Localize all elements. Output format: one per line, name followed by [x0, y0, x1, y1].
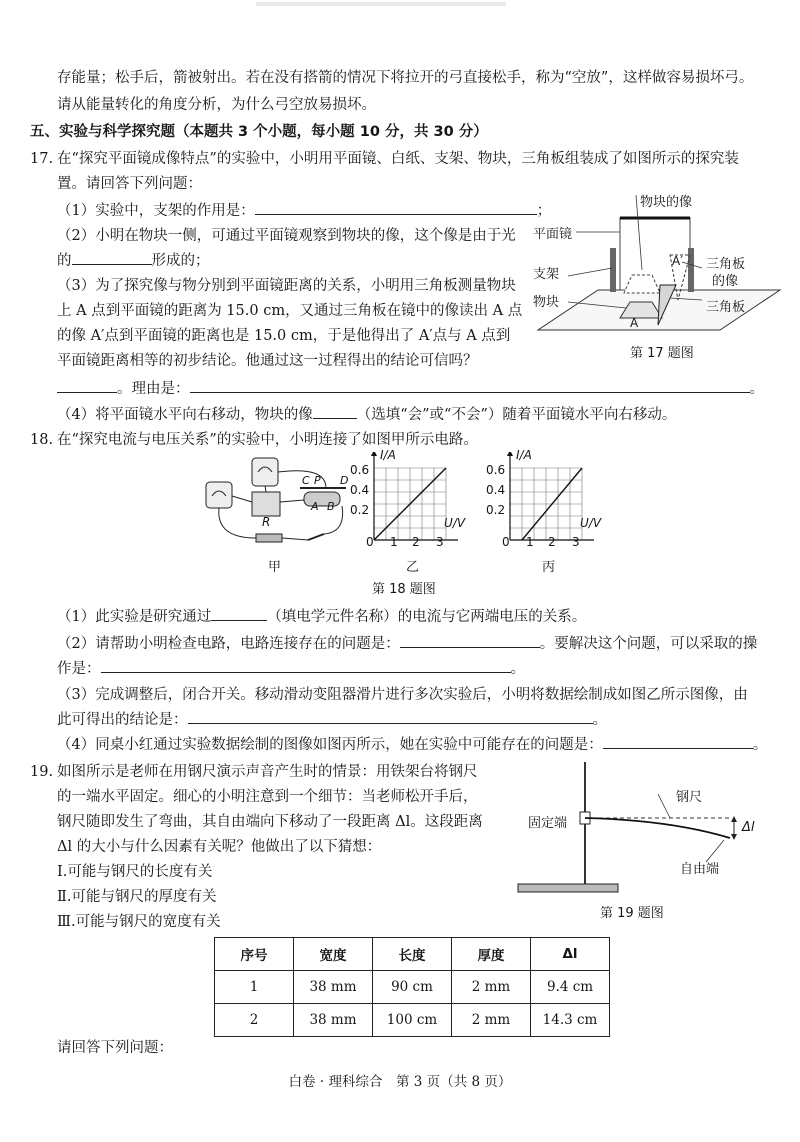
rheostat-coil — [304, 492, 340, 506]
circuit-label-c: C — [302, 474, 310, 487]
q17-part-3a: （3）为了探究像与物分别到平面镜距离的关系，小明用三角板测量物块 — [57, 278, 516, 294]
graph-yi-y-axis-arrow — [371, 452, 377, 456]
q18-part-3b-text: 此可得出的结论是： — [57, 712, 188, 728]
circuit-label-a: A — [311, 500, 319, 513]
voltmeter — [252, 458, 278, 486]
q17-part-3b: 上 A 点到平面镜的距离为 15.0 cm，又通过三角板在镜中的像读出 A 点 — [57, 303, 523, 319]
table-header-row — [215, 938, 610, 971]
graph-yi-caption: 乙 — [406, 560, 420, 575]
label-a-prime: A′ — [672, 254, 683, 268]
q17-stem-line-2: 置。请回答下列问题： — [57, 176, 202, 192]
graph-bing-xtick-2: 2 — [548, 535, 556, 549]
graph-yi-xtick-0: 0 — [366, 535, 374, 549]
graph-bing-ytick-02: 0.2 — [486, 503, 506, 517]
table-header-cell: 长度 — [373, 938, 452, 971]
q18-answer-blank-3[interactable] — [188, 709, 593, 724]
q17-answer-blank-4[interactable] — [313, 404, 357, 419]
q17-part-3d: 平面镜距离相等的初步结论。他通过这一过程得出的结论可信吗？ — [57, 353, 478, 369]
q18-answer-blank-1[interactable] — [211, 606, 267, 621]
graph-bing-xlabel: U/V — [580, 516, 602, 530]
circuit-label-p: P — [314, 474, 321, 487]
table-header-cell: 厚度 — [452, 938, 531, 971]
q18-part-1-text-b: （填电学元件名称）的电流与它两端电压的关系。 — [267, 609, 587, 625]
q18-part-3b-end: 。 — [592, 712, 607, 728]
q17-part-3e-text: 。理由是： — [117, 381, 190, 397]
table-header-cell: 宽度 — [294, 938, 373, 971]
graph-bing-y-axis-arrow — [507, 452, 513, 456]
q19-stem-line-2: 的一端水平固定。细心的小明注意到一个细节：当老师松开手后， — [57, 789, 478, 805]
q17-part-4 — [57, 404, 676, 425]
label-steel-ruler: 钢尺 — [676, 790, 703, 805]
table-cell: 38 mm — [294, 971, 373, 1004]
q18-answer-blank-4[interactable] — [603, 734, 753, 749]
q19-guess-1: Ⅰ.可能与钢尺的长度有关 — [57, 864, 213, 880]
graph-bing-xtick-3: 3 — [572, 535, 580, 549]
q17-part-4-text-b: （选填“会”或“不会”）随着平面镜水平向右移动。 — [356, 407, 677, 423]
q17-figure — [520, 190, 790, 360]
ammeter — [206, 482, 232, 508]
q17-number: 17. — [30, 151, 54, 167]
delta-l-arrow-up — [731, 816, 737, 822]
q17-part-2b-text: 的 — [57, 253, 72, 269]
graph-yi-xlabel: U/V — [444, 516, 466, 530]
q19-data-table — [214, 937, 610, 1037]
q17-part-1-text: （1）实验中，支架的作用是： — [57, 203, 255, 219]
graph-bing-ytick-06: 0.6 — [486, 463, 506, 477]
q18-part-1 — [57, 606, 586, 627]
table-header-cell: Δl — [531, 938, 610, 971]
circuit-caption: 甲 — [268, 560, 282, 575]
graph-bing-xtick-1: 1 — [526, 535, 534, 549]
graph-yi-ytick-02: 0.2 — [350, 503, 370, 517]
q18-part-2c-text: 作是： — [57, 661, 101, 677]
graph-bing-ylabel: I/A — [516, 448, 532, 462]
table-cell: 90 cm — [373, 971, 452, 1004]
block-image-shape — [624, 275, 660, 293]
table-cell: 2 — [215, 1004, 294, 1037]
label-a: A — [630, 316, 639, 330]
ruler-bent — [585, 818, 730, 838]
table-cell: 9.4 cm — [531, 971, 610, 1004]
iron-stand-base — [518, 884, 618, 892]
table-header-cell: 序号 — [215, 938, 294, 971]
q17-part-4-text-a: （4）将平面镜水平向右移动，物块的像 — [57, 407, 313, 423]
table-cell: 100 cm — [373, 1004, 452, 1037]
leader-ruler — [658, 794, 670, 818]
q17-part-3e — [57, 378, 764, 399]
delta-l-arrow-down — [731, 834, 737, 840]
q19-guess-3: Ⅲ.可能与钢尺的宽度有关 — [57, 914, 221, 930]
q18-answer-blank-2b[interactable] — [101, 658, 511, 673]
graph-yi-xtick-1: 1 — [390, 535, 398, 549]
q18-part-3a: （3）完成调整后，闭合开关。移动滑动变阻器滑片进行多次实验后，小明将数据绘制成如图乙所示图像，由 — [57, 687, 748, 703]
q19-guess-2: Ⅱ.可能与钢尺的厚度有关 — [57, 889, 217, 905]
q19-stem-line-1: 如图所示是老师在用钢尺演示声音产生时的情景：用铁架台将钢尺 — [57, 764, 478, 780]
q18-figure-caption: 第 18 题图 — [372, 582, 436, 597]
q18-part-4 — [57, 734, 767, 755]
q17-part-2a: （2）小明在物块一侧，可通过平面镜观察到物块的像，这个像是由于光 — [57, 228, 516, 244]
q19-after-table: 请回答下列问题： — [57, 1040, 173, 1056]
scan-artifact — [256, 2, 506, 6]
table-cell: 38 mm — [294, 1004, 373, 1037]
label-triangle: 三角板 — [706, 300, 746, 315]
table-cell: 1 — [215, 971, 294, 1004]
graph-yi-ytick-04: 0.4 — [350, 483, 370, 497]
graph-bing-caption: 丙 — [542, 560, 556, 575]
table-row — [215, 971, 610, 1004]
graph-bing-ytick-04: 0.4 — [486, 483, 506, 497]
label-plane-mirror: 平面镜 — [533, 227, 573, 242]
q18-answer-blank-2a[interactable] — [400, 633, 540, 648]
leader-stand — [568, 268, 612, 276]
graph-bing-xtick-0: 0 — [502, 535, 510, 549]
label-stand: 支架 — [533, 267, 560, 282]
intro-line-1: 存能量；松手后，箭被射出。若在没有搭箭的情况下将拉开的弓直接松手，称为“空放”，这样做容易损坏弓。 — [57, 70, 754, 86]
label-triangle-image-1: 三角板 — [706, 257, 746, 272]
q18-stem: 在“探究电流与电压关系”的实验中，小明连接了如图甲所示电路。 — [57, 432, 478, 448]
label-triangle-image-2: 的像 — [712, 274, 739, 289]
q17-figure-caption: 第 17 题图 — [630, 346, 694, 361]
q19-stem-line-3: 钢尺随即发生了弯曲，其自由端向下移动了一段距离 Δl。这段距离 — [57, 814, 483, 830]
q17-part-3e-end: 。 — [749, 381, 764, 397]
table-cell: 2 mm — [452, 971, 531, 1004]
q17-answer-blank-3a[interactable] — [57, 378, 117, 393]
q17-answer-blank-3b[interactable] — [190, 378, 750, 393]
q17-part-3c: 的像 A′点到平面镜的距离也是 15.0 cm，于是他得出了 A′点与 A 点到 — [57, 328, 511, 344]
resistor-box — [252, 492, 280, 516]
q18-part-2 — [57, 633, 757, 654]
q17-part-1 — [57, 200, 551, 221]
q19-stem-line-4: Δl 的大小与什么因素有关呢？他做出了以下猜想： — [57, 839, 382, 855]
q19-number: 19. — [30, 764, 54, 780]
label-free-end: 自由端 — [680, 862, 720, 877]
q17-answer-blank-1[interactable] — [255, 200, 537, 215]
graph-yi-xtick-3: 3 — [436, 535, 444, 549]
page-footer: 白卷 · 理科综合 第 3 页（共 8 页） — [288, 1074, 512, 1090]
stand-left — [610, 248, 616, 292]
switch — [308, 534, 324, 540]
section-title: 五、实验与科学探究题（本题共 3 个小题，每小题 10 分，共 30 分） — [30, 124, 488, 140]
intro-line-2: 请从能量转化的角度分析，为什么弓空放易损坏。 — [57, 97, 376, 113]
q18-part-4-text: （4）同桌小红通过实验数据绘制的图像如图丙所示，她在实验中可能存在的问题是： — [57, 737, 603, 753]
stand-right — [688, 248, 694, 292]
circuit-label-b: B — [327, 500, 335, 513]
q17-part-1-end: ； — [536, 203, 552, 219]
label-delta-l: Δl — [742, 820, 755, 835]
battery — [256, 534, 282, 542]
q18-number: 18. — [30, 432, 54, 448]
label-block-image: 物块的像 — [640, 195, 693, 210]
q19-figure-caption: 第 19 题图 — [600, 906, 664, 921]
label-fixed-end: 固定端 — [528, 816, 568, 831]
q18-part-4-end: 。 — [752, 737, 768, 753]
q17-answer-blank-2[interactable] — [72, 250, 152, 265]
q18-part-3b — [57, 709, 607, 730]
q17-part-2b — [57, 250, 210, 271]
circuit-label-r: R — [262, 515, 271, 529]
label-block: 物块 — [533, 295, 560, 310]
q18-part-2-text-a: （2）请帮助小明检查电路，电路连接存在的问题是： — [57, 636, 400, 652]
q18-part-1-text-a: （1）此实验是研究通过 — [57, 609, 212, 625]
graph-yi-xtick-2: 2 — [412, 535, 420, 549]
q17-stem-line-1: 在“探究平面镜成像特点”的实验中，小明用平面镜、白纸、支架、物块，三角板组装成了如图所示的探究装 — [57, 151, 739, 167]
graph-yi-ylabel: I/A — [380, 448, 396, 462]
q18-part-2c-end: 。 — [510, 661, 525, 677]
q18-part-2-text-b: 。要解决这个问题，可以采取的操 — [539, 636, 758, 652]
table-row — [215, 1004, 610, 1037]
q17-part-2b-end: 形成的； — [151, 253, 210, 269]
circuit-label-d: D — [340, 474, 349, 487]
q18-part-2c — [57, 658, 525, 679]
table-cell: 2 mm — [452, 1004, 531, 1037]
table-cell: 14.3 cm — [531, 1004, 610, 1037]
graph-yi-ytick-06: 0.6 — [350, 463, 370, 477]
